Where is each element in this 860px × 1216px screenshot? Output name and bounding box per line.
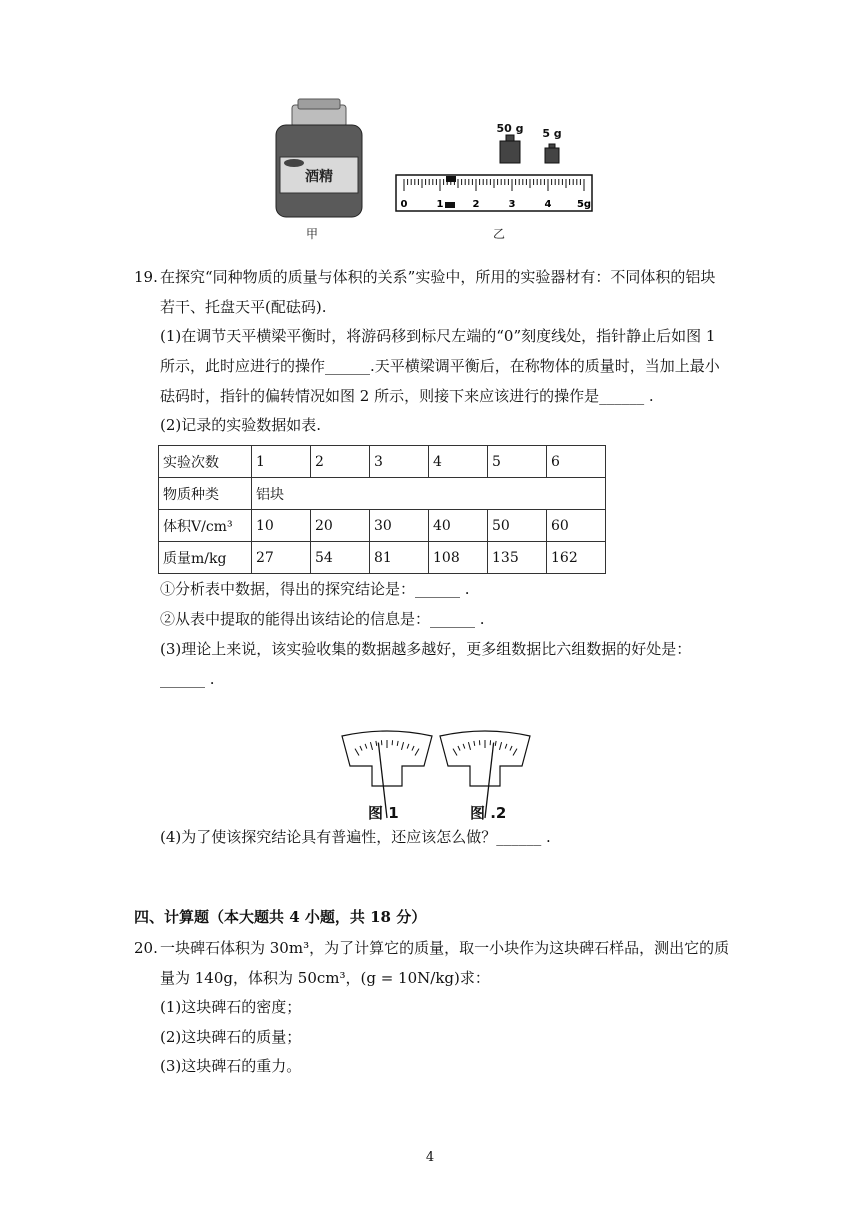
table-cell: 81 <box>370 542 429 574</box>
meter-tick <box>365 744 367 749</box>
meter-tick <box>463 744 465 749</box>
alcohol-bottle-image <box>276 99 362 217</box>
meter-tick <box>513 749 517 756</box>
q19-intro-line2: 若干、托盘天平(配砝码). <box>160 298 327 316</box>
meter-tick <box>397 741 398 746</box>
table-row-label: 体积V/cm³ <box>159 510 252 542</box>
page-number: 4 <box>425 1150 435 1165</box>
meter-tick <box>468 742 470 750</box>
q20-line1: 一块碑石体积为 30m³，为了计算它的质量，取一小块作为这块碑石样品，测出它的质 <box>160 939 730 957</box>
meter-tick <box>355 749 359 756</box>
table-cell: 108 <box>429 542 488 574</box>
table-cell: 60 <box>547 510 606 542</box>
q19-part4: (4)为了使该探究结论具有普遍性，还应该怎么做？______ . <box>160 828 551 846</box>
q19-part1-line2: 所示，此时应进行的操作______.天平横梁调平衡后，在称物体的质量时，当加上最小 <box>160 357 720 375</box>
meter-tick <box>376 741 377 746</box>
q19-part3-line1: (3)理论上来说，该实验收集的数据越多越好，更多组数据比六组数据的好处是： <box>160 640 692 658</box>
balance-ruler <box>396 175 592 211</box>
bottle-label-text: 酒精 <box>305 169 333 185</box>
meter-tick <box>453 749 457 756</box>
q19-number: 19. <box>134 268 158 286</box>
table-row <box>159 542 606 574</box>
weight-5g-label: 5 g <box>542 127 562 140</box>
data-table <box>158 445 606 574</box>
table-row <box>159 446 606 478</box>
section-heading: 四、计算题（本大题共 4 小题，共 18 分） <box>134 908 427 926</box>
meter-tick <box>474 741 475 746</box>
fig2-label: 图 .2 <box>470 804 507 822</box>
table-cell: 6 <box>547 446 606 478</box>
q19-intro-line1: 在探究“同种物质的质量与体积的关系”实验中，所用的实验器材有：不同体积的铝块 <box>160 268 716 286</box>
q19-part1-line1: (1)在调节天平横梁平衡时，将游码移到标尺左端的“0”刻度线处，指针静止后如图 1 <box>160 327 716 345</box>
table-cell: 4 <box>429 446 488 478</box>
table-cell: 5 <box>488 446 547 478</box>
q19-sub1: ①分析表中数据，得出的探究结论是：______ . <box>160 580 470 598</box>
table-cell: 50 <box>488 510 547 542</box>
table-cell-merged: 铝块 <box>252 478 606 510</box>
table-row <box>159 510 606 542</box>
table-cell: 54 <box>311 542 370 574</box>
q19-sub2: ②从表中提取的能得出该结论的信息是：______ . <box>160 610 485 628</box>
table-row <box>159 478 606 510</box>
q20-sub2: (2)这块碑石的质量； <box>160 1028 302 1046</box>
q20-sub3: (3)这块碑石的重力。 <box>160 1057 302 1075</box>
q20-sub1: (1)这块碑石的密度； <box>160 998 302 1016</box>
table-cell: 10 <box>252 510 311 542</box>
meter-tick <box>458 746 460 751</box>
table-cell: 2 <box>311 446 370 478</box>
meter-tick <box>499 742 501 750</box>
table-cell: 1 <box>252 446 311 478</box>
table-cell: 135 <box>488 542 547 574</box>
table-row-label: 物质种类 <box>159 478 252 510</box>
meter-tick <box>370 742 372 750</box>
table-row-label: 质量m/kg <box>159 542 252 574</box>
ruler-tick-label: 5g <box>576 199 592 210</box>
ruler-tick-label: 0 <box>400 199 408 210</box>
meter-tick <box>495 741 496 746</box>
table-cell: 40 <box>429 510 488 542</box>
table-cell: 3 <box>370 446 429 478</box>
meter-tick <box>510 746 512 751</box>
q19-part3-line2: ______ . <box>160 670 215 688</box>
table-cell: 30 <box>370 510 429 542</box>
ruler-tick-label: 3 <box>508 199 516 210</box>
table-cell: 20 <box>311 510 370 542</box>
figure-label-jia: 甲 <box>305 227 319 241</box>
meter-tick <box>401 742 403 750</box>
meter-tick <box>415 749 419 756</box>
q19-part1-line3: 砝码时，指针的偏转情况如图 2 所示，则接下来应该进行的操作是______ . <box>160 387 654 405</box>
weight-50g-label: 50 g <box>496 122 524 135</box>
fig1-label: 图 1 <box>368 804 399 822</box>
q20-line2: 量为 140g，体积为 50cm³，(g = 10N/kg)求： <box>160 969 490 987</box>
ruler-tick-label: 1 <box>436 199 444 210</box>
meter-frame <box>342 731 432 786</box>
ruler-tick-label: 2 <box>472 199 480 210</box>
meter-tick <box>407 744 409 749</box>
meter-tick <box>505 744 507 749</box>
meter-frame <box>440 731 530 786</box>
q20-number: 20. <box>134 939 158 957</box>
meter-tick <box>412 746 414 751</box>
figure-label-yi: 乙 <box>492 227 506 241</box>
table-row-label: 实验次数 <box>159 446 252 478</box>
q19-part2: (2)记录的实验数据如表. <box>160 416 322 434</box>
meter-tick <box>360 746 362 751</box>
weights <box>496 122 561 163</box>
table-cell: 27 <box>252 542 311 574</box>
ruler-tick-label: 4 <box>544 199 552 210</box>
table-cell: 162 <box>547 542 606 574</box>
figure-bottle-and-ruler <box>262 95 602 245</box>
